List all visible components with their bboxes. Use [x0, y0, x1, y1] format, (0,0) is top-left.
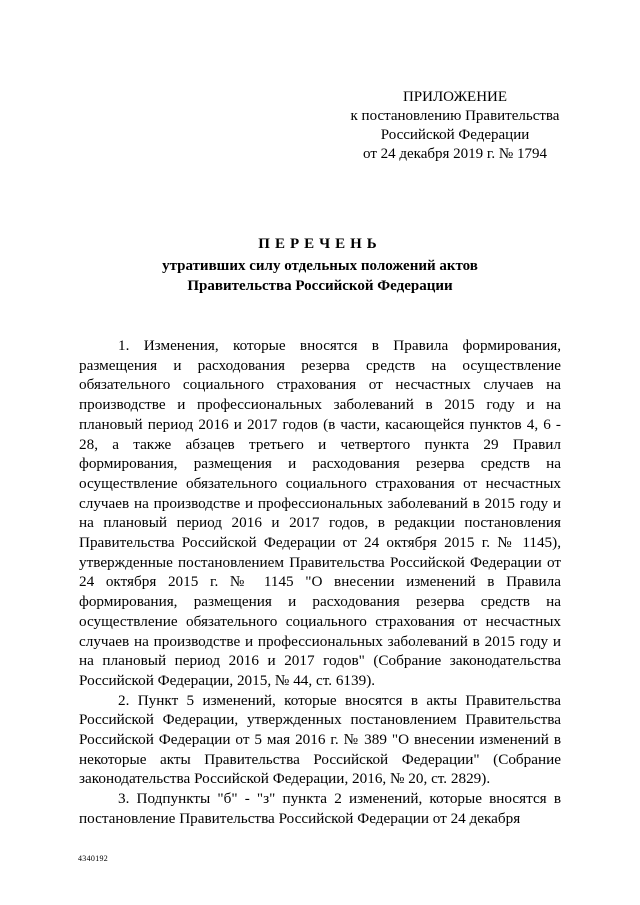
document-body [79, 336, 561, 829]
document-subtitle-line-1: утративших силу отдельных положений актов [162, 258, 478, 274]
appendix-title: ПРИЛОЖЕНИЕ [402, 89, 508, 105]
appendix-line-1: к постановлению Правительства [350, 108, 560, 124]
appendix-line-3: от 24 декабря 2019 г. № 1794 [363, 146, 547, 162]
document-title: ПЕРЕЧЕНЬ [258, 236, 382, 252]
appendix-line-2: Российской Федерации [380, 127, 530, 143]
paragraph-2: 2. Пункт 5 изменений, которые вносятся в акты Правительства Российской Федерации, утвержденных постановлением Правительства Российской Федерации от 5 мая 2016 г. № 389 "О внесении изменений в некоторые акты Правительства Российской Федерации" (Собрание законодательства Российской Федерации, 2016, № 20, ст. 2829). [79, 691, 561, 788]
appendix-header [330, 88, 580, 164]
paragraph-3: 3. Подпункты "б" - "з" пункта 2 изменений, которые вносятся в постановление Правительства Российской Федерации от 24 декабря [79, 790, 561, 827]
paragraph-1: 1. Изменения, которые вносятся в Правила формирования, размещения и расходования резерва средств на осуществление обязательного социального страхования от несчастных случаев на производстве и профессиональных заболеваний в 2015 году и на плановый период 2016 и 2017 годов (в части, касающейся пунктов 4, 6 - 28, а также абзацев третьего и четвертого пункта 29 Правил формирования, размещения и расходования резерва средств на осуществление обязательного социального страхования от несчастных случаев на производстве и профессиональных заболеваний в 2015 году и на плановый период 2016 и 2017 годов, в редакции постановления Правительства Российской Федерации от 24 октября 2015 г. № 1145), утвержденные постановлением Правительства Российской Федерации от 24 октября 2015 г. № 1145 "О внесении изменений в Правила формирования, размещения и расходования резерва средств на осуществление обязательного социального страхования от несчастных случаев на производстве и профессиональных заболеваний в 2015 году и на плановый период 2016 и 2017 годов" (Собрание законодательства Российской Федерации, 2015, № 44, ст. 6139). [79, 337, 561, 689]
document-subtitle-line-2: Правительства Российской Федерации [187, 277, 453, 294]
document-code: 4340192 [78, 854, 109, 863]
document-subtitle [0, 257, 640, 296]
